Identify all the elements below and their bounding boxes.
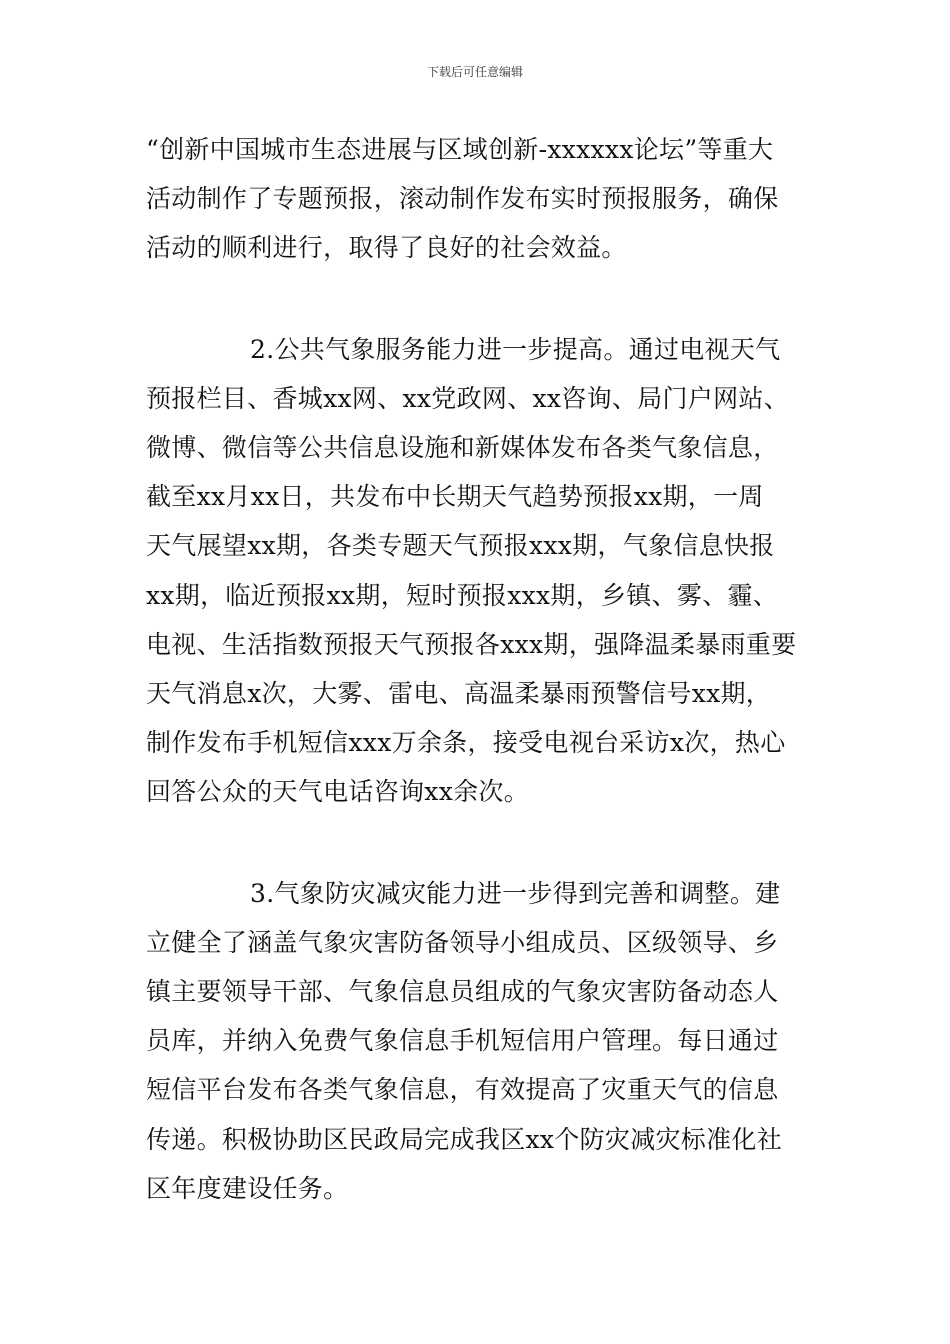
paragraph-line: 立健全了涵盖气象灾害防备领导小组成员、区级领导、乡	[146, 928, 779, 957]
paragraph-line: 电视、生活指数预报天气预报各xxx期，强降温柔暴雨重要	[146, 630, 797, 659]
paragraph-line: 截至xx月xx日，共发布中长期天气趋势预报xx期，一周	[146, 482, 764, 511]
paragraph-line: 区年度建设任务。	[146, 1174, 349, 1203]
paragraph-line: xx期，临近预报xx期，短时预报xxx期，乡镇、雾、霾、	[146, 581, 779, 610]
page-header: 下载后可任意编辑	[426, 65, 523, 79]
paragraph-line: 回答公众的天气电话咨询xx余次。	[146, 777, 529, 806]
paragraph-line: 短信平台发布各类气象信息，有效提高了灾重天气的信息	[146, 1075, 779, 1104]
paragraph-line: 2.公共气象服务能力进一步提高。通过电视天气	[250, 335, 781, 364]
paragraph-line: “创新中国城市生态进展与区域创新-xxxxxx论坛”等重大	[146, 135, 774, 164]
paragraph-line: 传递。积极协助区民政局完成我区xx个防灾减灾标准化社	[146, 1125, 783, 1154]
paragraph-line: 微博、微信等公共信息设施和新媒体发布各类气象信息，	[146, 433, 779, 462]
paragraph-line: 活动的顺利进行，取得了良好的社会效益。	[146, 233, 627, 262]
paragraph-line: 活动制作了专题预报，滚动制作发布实时预报服务，确保	[146, 184, 779, 213]
paragraph-line: 3.气象防灾减灾能力进一步得到完善和调整。建	[250, 879, 781, 908]
paragraph-line: 员库，并纳入免费气象信息手机短信用户管理。每日通过	[146, 1026, 779, 1055]
paragraph-line: 制作发布手机短信xxx万余条，接受电视台采访x次，热心	[146, 728, 786, 757]
paragraph-line: 预报栏目、香城xx网、xx党政网、xx咨询、局门户网站、	[146, 384, 789, 413]
paragraph-line: 镇主要领导干部、气象信息员组成的气象灾害防备动态人	[146, 977, 779, 1006]
paragraph-line: 天气展望xx期，各类专题天气预报xxx期，气象信息快报	[146, 531, 775, 560]
paragraph-line: 天气消息x次，大雾、雷电、高温柔暴雨预警信号xx期，	[146, 679, 772, 708]
